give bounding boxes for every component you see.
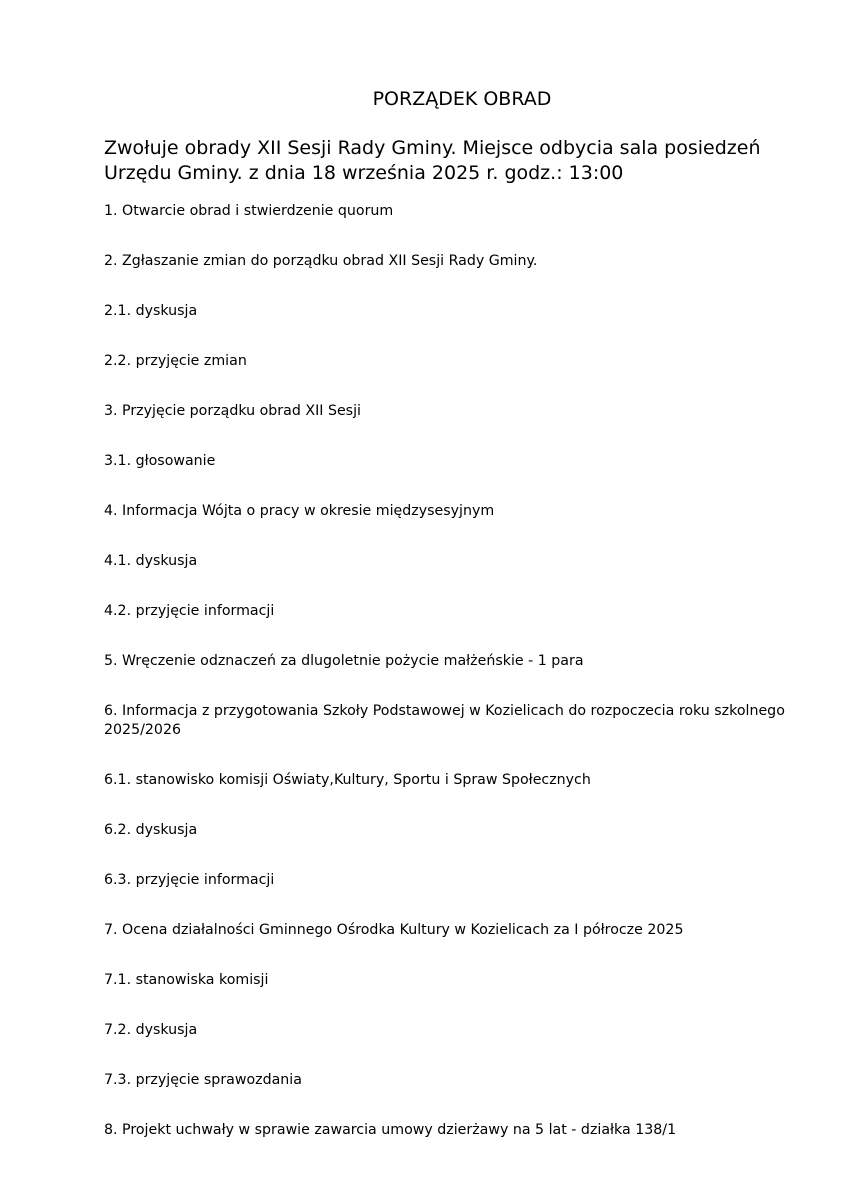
agenda-item: 7. Ocena działalności Gminnego Ośrodka Kultury w Kozielicach za I półrocze 2025 <box>104 922 684 938</box>
agenda-item: 4. Informacja Wójta o pracy w okresie międzysesyjnym <box>104 503 495 519</box>
agenda-item: 6. Informacja z przygotowania Szkoły Podstawowej w Kozielicach do rozpoczecia roku szkolnego 2025/2026 <box>104 703 785 738</box>
page-title: PORZĄDEK OBRAD <box>372 88 552 110</box>
agenda-item: 6.3. przyjęcie informacji <box>104 872 275 888</box>
session-intro: Zwołuje obrady XII Sesji Rady Gminy. Miejsce odbycia sala posiedzeń Urzędu Gminy. z dnia 18 września 2025 r. godz.: 13:00 <box>104 137 761 184</box>
agenda-item: 2. Zgłaszanie zmian do porządku obrad XII Sesji Rady Gminy. <box>104 253 538 269</box>
agenda-item: 7.3. przyjęcie sprawozdania <box>104 1072 302 1088</box>
agenda-item: 2.1. dyskusja <box>104 303 198 319</box>
agenda-item: 8. Projekt uchwały w sprawie zawarcia umowy dzierżawy na 5 lat - działka 138/1 <box>104 1122 677 1138</box>
agenda-item: 1. Otwarcie obrad i stwierdzenie quorum <box>104 203 394 219</box>
agenda-item: 4.2. przyjęcie informacji <box>104 603 275 619</box>
agenda-item: 3. Przyjęcie porządku obrad XII Sesji <box>104 403 361 419</box>
agenda-item: 5. Wręczenie odznaczeń za dlugoletnie pożycie małżeńskie - 1 para <box>104 653 584 669</box>
agenda-item: 7.1. stanowiska komisji <box>104 972 269 988</box>
agenda-item: 6.1. stanowisko komisji Oświaty,Kultury, Sportu i Spraw Społecznych <box>104 772 591 788</box>
agenda-item: 6.2. dyskusja <box>104 822 198 838</box>
agenda-item: 7.2. dyskusja <box>104 1022 198 1038</box>
agenda-item: 4.1. dyskusja <box>104 553 198 569</box>
agenda-item: 2.2. przyjęcie zmian <box>104 353 247 369</box>
agenda-item: 3.1. głosowanie <box>104 453 216 469</box>
agenda-list <box>104 202 794 1171</box>
